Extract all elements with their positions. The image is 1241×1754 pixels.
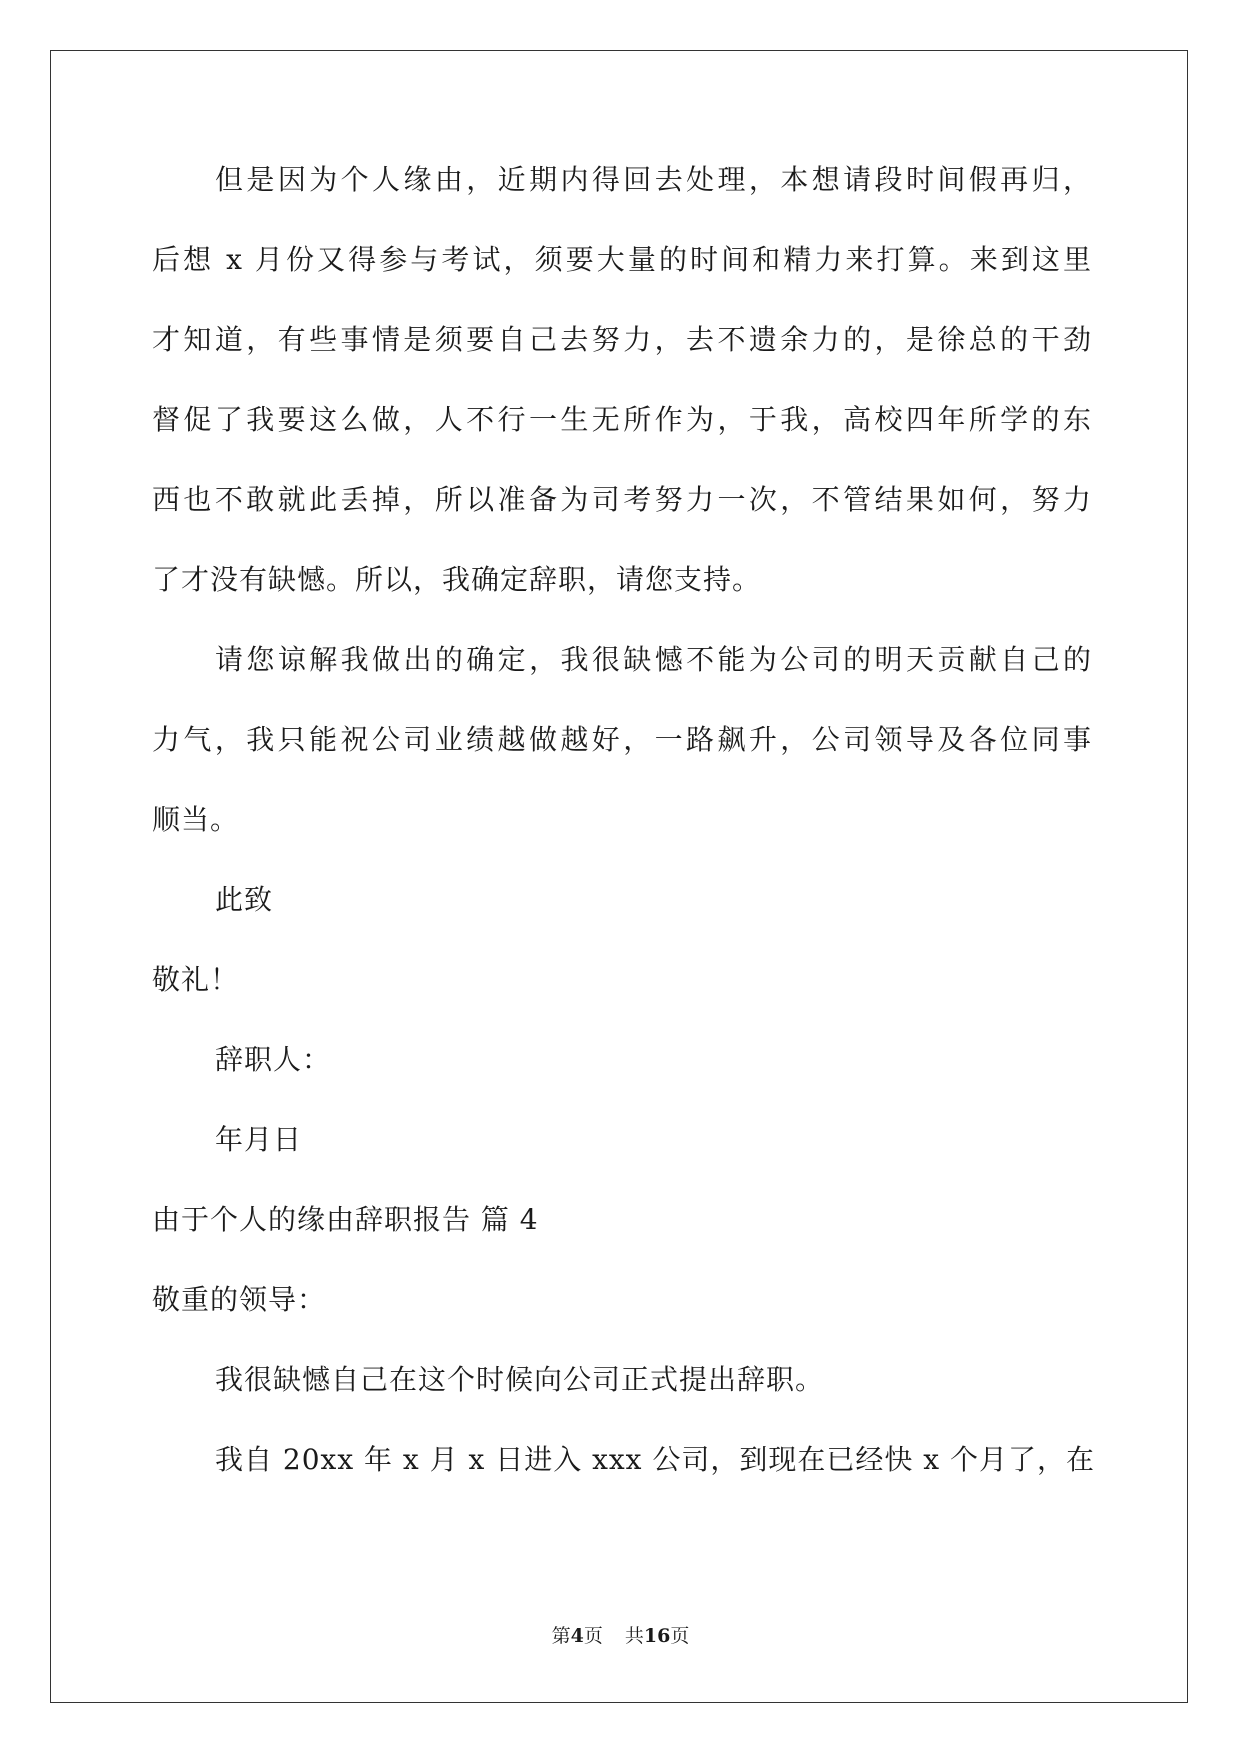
section-title: 由于个人的缘由辞职报告 篇 4	[152, 1203, 539, 1236]
paragraph-line: 我很缺憾自己在这个时候向公司正式提出辞职。	[215, 1363, 825, 1396]
paragraph-line: 顺当。	[152, 803, 240, 836]
signature-label: 辞职人：	[215, 1043, 332, 1076]
paragraph-line: 请您谅解我做出的确定，我很缺憾不能为公司的明天贡献自己的	[215, 643, 1092, 676]
paragraph-line: 力气，我只能祝公司业绩越做越好，一路飙升，公司领导及各位同事	[152, 723, 1092, 756]
letter-salutation: 敬重的领导：	[152, 1283, 327, 1316]
page-footer	[0, 1621, 1241, 1648]
total-pages: 16	[643, 1625, 671, 1647]
date-label: 年月日	[215, 1123, 303, 1156]
total-suffix: 页	[670, 1625, 690, 1647]
closing-greeting: 敬礼！	[152, 963, 240, 996]
paragraph-line: 我自 20xx 年 x 月 x 日进入 xxx 公司，到现在已经快 x 个月了，在	[215, 1443, 1095, 1476]
paragraph-line: 后想 x 月份又得参与考试，须要大量的时间和精力来打算。来到这里	[152, 243, 1092, 276]
paragraph-line: 了才没有缺憾。所以，我确定辞职，请您支持。	[152, 563, 762, 596]
page-number: 4	[570, 1625, 584, 1647]
paragraph-line: 但是因为个人缘由，近期内得回去处理，本想请段时间假再归，	[215, 163, 1092, 196]
page-suffix: 页	[583, 1625, 603, 1647]
paragraph-line: 才知道，有些事情是须要自己去努力，去不遗余力的，是徐总的干劲	[152, 323, 1092, 356]
paragraph-line: 督促了我要这么做，人不行一生无所作为，于我，高校四年所学的东	[152, 403, 1092, 436]
document-body	[152, 160, 1095, 1520]
closing-salutation: 此致	[215, 883, 274, 916]
total-prefix: 共	[624, 1625, 644, 1647]
page-prefix: 第	[551, 1625, 571, 1647]
paragraph-line: 西也不敢就此丢掉，所以准备为司考努力一次，不管结果如何，努力	[152, 483, 1092, 516]
